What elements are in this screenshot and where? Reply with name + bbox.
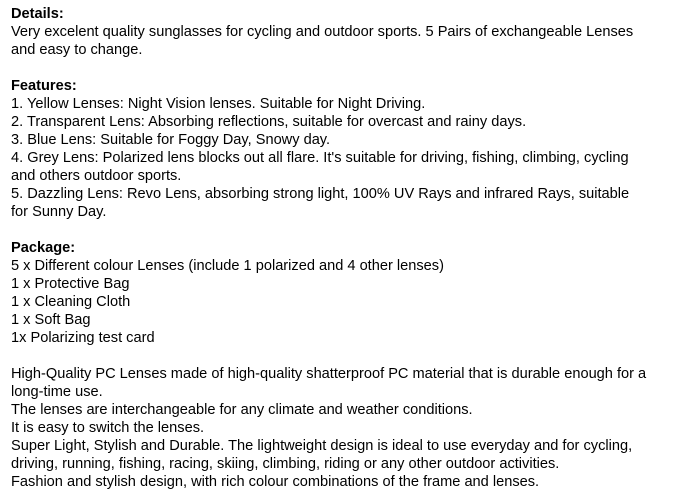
- details-heading: Details:: [11, 6, 64, 22]
- features-heading: Features:: [11, 78, 77, 94]
- section-spacer: [11, 59, 697, 77]
- feature-line: and others outdoor sports.: [11, 168, 182, 184]
- description-line: The lenses are interchangeable for any climate and weather conditions.: [11, 402, 473, 418]
- details-line: and easy to change.: [11, 42, 143, 58]
- feature-line: 1. Yellow Lenses: Night Vision lenses. Suitable for Night Driving.: [11, 96, 426, 112]
- package-item: 1 x Cleaning Cloth: [11, 294, 131, 310]
- package-section: [11, 239, 697, 347]
- description-line: High-Quality PC Lenses made of high-quality shatterproof PC material that is durable enough for a: [11, 366, 647, 382]
- product-description: [11, 5, 697, 491]
- description-line: Super Light, Stylish and Durable. The lightweight design is ideal to use everyday and for cycling,: [11, 438, 633, 454]
- description-line: long-time use.: [11, 384, 103, 400]
- details-section: [11, 5, 697, 59]
- feature-line: 2. Transparent Lens: Absorbing reflections, suitable for overcast and rainy days.: [11, 114, 527, 130]
- package-item: 1 x Protective Bag: [11, 276, 130, 292]
- section-spacer: [11, 347, 697, 365]
- feature-line: 5. Dazzling Lens: Revo Lens, absorbing strong light, 100% UV Rays and infrared Rays, suitable: [11, 186, 630, 202]
- description-line: It is easy to switch the lenses.: [11, 420, 205, 436]
- feature-line: 3. Blue Lens: Suitable for Foggy Day, Snowy day.: [11, 132, 331, 148]
- description-line: Fashion and stylish design, with rich colour combinations of the frame and lenses.: [11, 474, 540, 490]
- feature-line: 4. Grey Lens: Polarized lens blocks out all flare. It's suitable for driving, fishing, climbing, cycling: [11, 150, 629, 166]
- description-section: [11, 365, 697, 491]
- package-item: 1x Polarizing test card: [11, 330, 155, 346]
- package-heading: Package:: [11, 240, 76, 256]
- features-section: [11, 77, 697, 221]
- package-item: 1 x Soft Bag: [11, 312, 91, 328]
- description-line: driving, running, fishing, racing, skiing, climbing, riding or any other outdoor activities.: [11, 456, 560, 472]
- package-item: 5 x Different colour Lenses (include 1 polarized and 4 other lenses): [11, 258, 444, 274]
- details-line: Very excelent quality sunglasses for cycling and outdoor sports. 5 Pairs of exchangeable Lenses: [11, 24, 634, 40]
- feature-line: for Sunny Day.: [11, 204, 107, 220]
- section-spacer: [11, 221, 697, 239]
